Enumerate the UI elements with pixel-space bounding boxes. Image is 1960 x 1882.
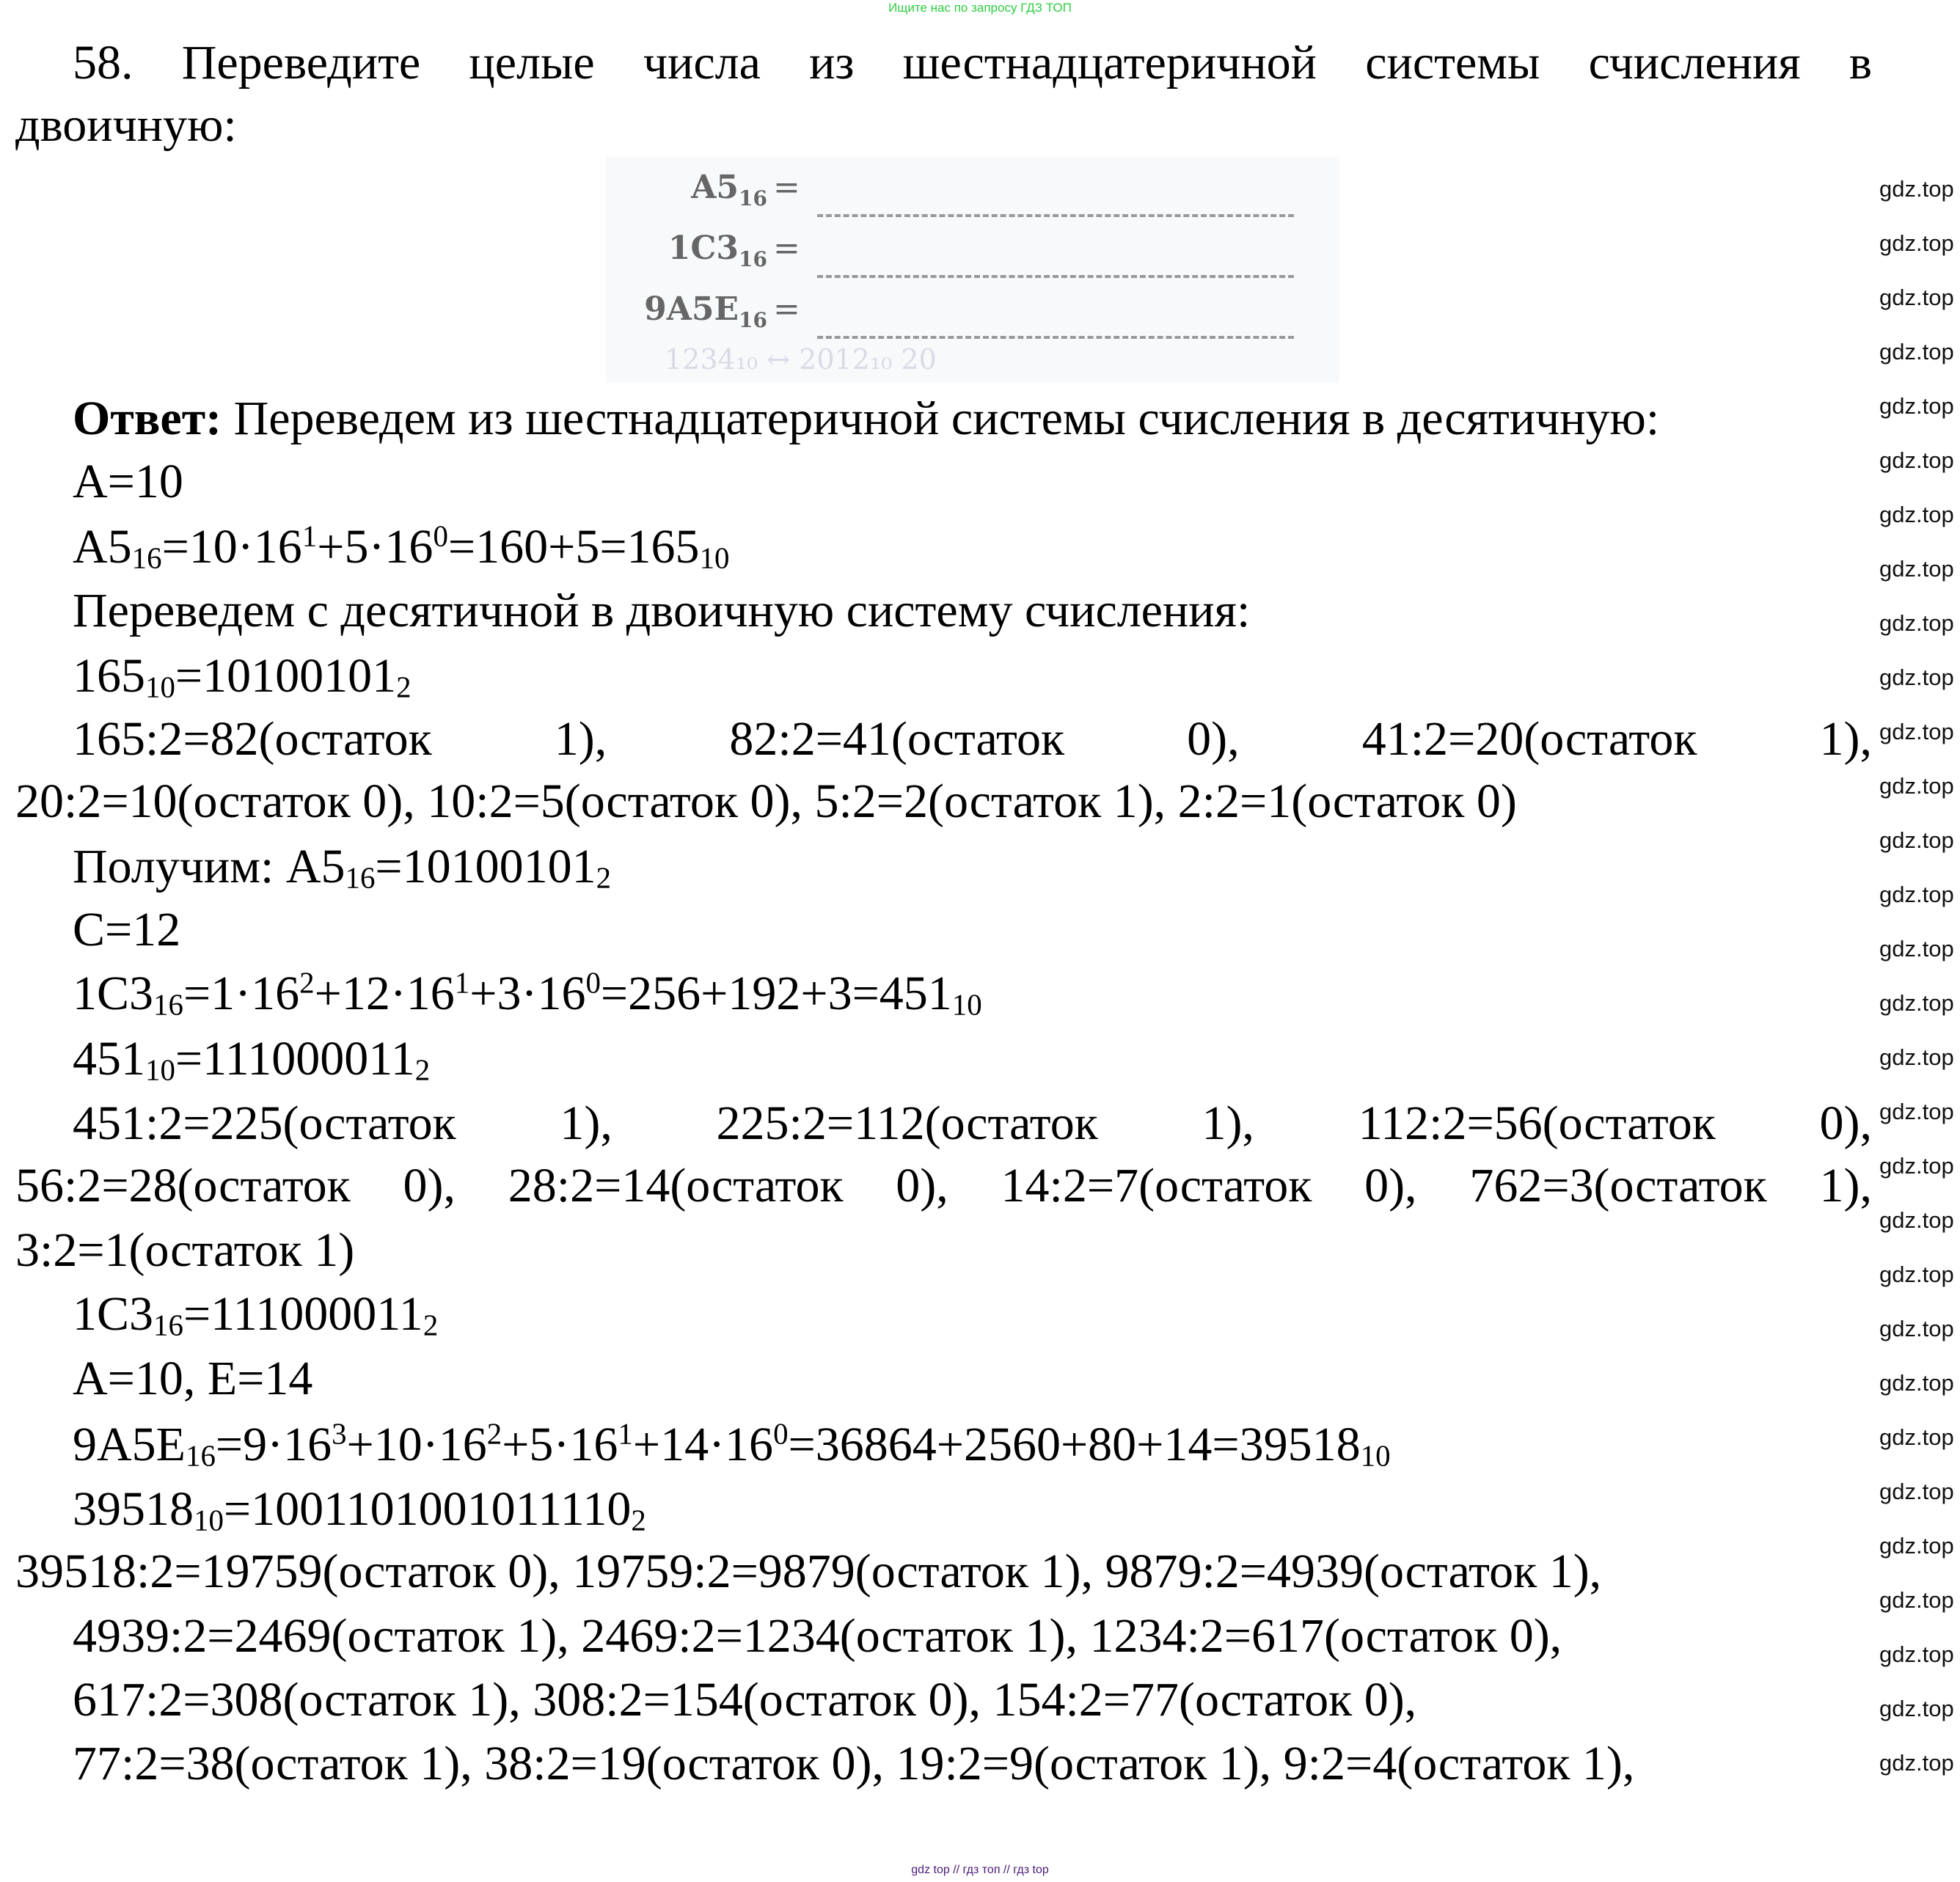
answer-line xyxy=(15,1221,354,1280)
superscript: 1 xyxy=(454,966,470,1000)
watermark: gdz.top xyxy=(1879,1316,1954,1341)
line-text: 9A5E xyxy=(73,1418,186,1471)
answer-line xyxy=(73,1671,1416,1729)
superscript: 0 xyxy=(585,966,601,1000)
answer-label: Ответ: xyxy=(73,392,222,445)
subscript: 2 xyxy=(631,1504,646,1537)
answer-line xyxy=(73,518,729,576)
answer-line xyxy=(73,1735,1634,1793)
line-text: A=10 xyxy=(73,455,183,508)
watermark: gdz.top xyxy=(1879,1479,1954,1504)
equals-sign: = xyxy=(773,230,800,267)
superscript: 2 xyxy=(299,966,315,1000)
watermark: gdz.top xyxy=(1879,1262,1954,1287)
subscript: 16 xyxy=(153,988,183,1022)
subscript: 10 xyxy=(1360,1439,1391,1473)
line-text: 20:2=10(остаток 0), 10:2=5(остаток 0), 5:2=2(остаток 1), 2:2=1(остаток 0) xyxy=(15,775,1517,828)
watermark: gdz.top xyxy=(1879,230,1954,256)
line-text: Получим: A5 xyxy=(73,840,345,893)
answer-line xyxy=(15,772,1517,831)
line-text: +12·16 xyxy=(314,967,455,1020)
line-text: 1C3 xyxy=(73,967,154,1020)
subscript: 10 xyxy=(145,670,175,704)
base-subscript: 16 xyxy=(739,307,767,332)
subscript: 10 xyxy=(951,988,982,1022)
watermark: gdz.top xyxy=(1879,1153,1954,1179)
subscript: 2 xyxy=(396,670,412,704)
base-subscript: 16 xyxy=(739,186,767,210)
line-text: +3·16 xyxy=(469,967,586,1020)
line-text: 1C3 xyxy=(73,1287,154,1341)
subscript: 10 xyxy=(194,1504,224,1537)
subscript: 16 xyxy=(131,541,162,575)
watermark: gdz.top xyxy=(1879,610,1954,636)
watermark: gdz.top xyxy=(1879,1696,1954,1721)
subscript: 2 xyxy=(596,861,612,895)
hex-number: 9A5E xyxy=(644,290,739,328)
superscript: 1 xyxy=(618,1417,633,1451)
line-text: 165:2=82(остаток 1), 82:2=41(остаток 0), 41:2=20(остаток 1), xyxy=(73,712,1872,766)
task-image-footer: 1234₁₀ ↔ 2012₁₀ 20 xyxy=(665,343,937,376)
hex-number: 1C3 xyxy=(668,230,739,267)
line-text: =256+192+3=451 xyxy=(600,967,952,1020)
watermark: gdz.top xyxy=(1879,1207,1954,1233)
hex-number: A5 xyxy=(691,169,739,206)
line-text: 39518 xyxy=(73,1482,194,1536)
line-text: 77:2=38(остаток 1), 38:2=19(остаток 0), 19:2=9(остаток 1), 9:2=4(остаток 1), xyxy=(73,1737,1635,1790)
superscript: 0 xyxy=(433,519,448,553)
subscript: 16 xyxy=(185,1439,216,1473)
watermark: gdz.top xyxy=(1879,1587,1954,1613)
subscript: 10 xyxy=(145,1053,175,1087)
task-row-label xyxy=(668,227,767,282)
answer-line xyxy=(73,647,412,706)
line-text: =160+5=165 xyxy=(447,520,700,574)
line-text: 39518:2=19759(остаток 0), 19759:2=9879(остаток 1), 9879:2=4939(остаток 1), xyxy=(15,1545,1602,1598)
watermark: gdz.top xyxy=(1879,664,1954,690)
task-row-label xyxy=(691,166,767,221)
line-text: =10100101 xyxy=(375,840,596,893)
watermark: gdz.top xyxy=(1879,1750,1954,1776)
watermark: gdz.top xyxy=(1879,393,1954,419)
answer-line xyxy=(73,1030,430,1088)
answer-blank-line xyxy=(817,336,1294,339)
subscript: 10 xyxy=(699,541,730,575)
task-row xyxy=(606,288,1339,346)
watermark: gdz.top xyxy=(1879,1641,1954,1667)
line-text: =111000011 xyxy=(175,1032,415,1085)
superscript: 3 xyxy=(332,1417,347,1451)
watermark: gdz.top xyxy=(1879,1533,1954,1559)
line-text: 4939:2=2469(остаток 1), 2469:2=1234(остаток 1), 1234:2=617(остаток 0), xyxy=(73,1609,1562,1663)
line-text: A=10, E=14 xyxy=(73,1352,313,1405)
answer-blank-line xyxy=(817,214,1294,217)
subscript: 2 xyxy=(414,1053,431,1087)
task-image xyxy=(606,157,1339,383)
superscript: 0 xyxy=(773,1417,789,1451)
watermark: gdz.top xyxy=(1879,502,1954,527)
line-text: 3:2=1(остаток 1) xyxy=(15,1223,355,1277)
answer-line xyxy=(73,1416,1391,1474)
line-text: +14·16 xyxy=(632,1418,774,1471)
task-title: 58. Переведите целые числа из шестнадцатеричной системы счисления в xyxy=(73,36,1872,89)
equals-sign: = xyxy=(773,169,800,206)
answer-line xyxy=(73,389,1659,448)
answer-line xyxy=(15,1542,1601,1601)
line-text: =10100101 xyxy=(175,649,397,703)
watermark: gdz.top xyxy=(1879,827,1954,853)
answer-line xyxy=(73,964,982,1023)
task-row-label xyxy=(644,288,767,343)
line-text: +5·16 xyxy=(317,520,434,574)
answer-line xyxy=(73,901,180,959)
subscript: 16 xyxy=(345,861,376,895)
answer-line xyxy=(73,1607,1562,1666)
superscript: 2 xyxy=(486,1417,502,1451)
watermark: gdz.top xyxy=(1879,1044,1954,1070)
line-text: 165 xyxy=(73,649,145,703)
bottom-banner: gdz top // гдз топ // гдз top xyxy=(911,1864,1049,1876)
watermark: gdz.top xyxy=(1879,447,1954,473)
watermark: gdz.top xyxy=(1879,990,1954,1016)
base-subscript: 16 xyxy=(739,246,767,271)
task-row xyxy=(606,227,1339,285)
answer-line xyxy=(73,1480,646,1539)
line-text: 451:2=225(остаток 1), 225:2=112(остаток 1), 112:2=56(остаток 0), xyxy=(73,1096,1872,1150)
answer-line xyxy=(73,1285,438,1344)
watermark: gdz.top xyxy=(1879,556,1954,582)
line-text: =111000011 xyxy=(183,1287,423,1341)
line-text: =1001101001011110 xyxy=(223,1482,632,1536)
watermark: gdz.top xyxy=(1879,719,1954,744)
line-text: +5·16 xyxy=(502,1418,618,1471)
answer-line xyxy=(73,838,611,896)
equals-sign: = xyxy=(773,290,800,328)
line-text: +10·16 xyxy=(346,1418,487,1471)
line-text: =9·16 xyxy=(215,1418,332,1471)
superscript: 1 xyxy=(301,519,318,553)
line-text: 617:2=308(остаток 1), 308:2=154(остаток 0), 154:2=77(остаток 0), xyxy=(73,1673,1417,1727)
answer-line xyxy=(73,453,183,511)
answer-line xyxy=(73,1350,312,1408)
line-text: 56:2=28(остаток 0), 28:2=14(остаток 0), 14:2=7(остаток 0), 762=3(остаток 1), xyxy=(15,1159,1872,1212)
answer-line xyxy=(73,1094,1872,1153)
subscript: 16 xyxy=(153,1308,183,1342)
watermark: gdz.top xyxy=(1879,936,1954,962)
watermark: gdz.top xyxy=(1879,1424,1954,1450)
watermark: gdz.top xyxy=(1879,1099,1954,1124)
watermark: gdz.top xyxy=(1879,339,1954,365)
answer-blank-line xyxy=(817,275,1294,278)
answer-line xyxy=(73,582,1250,640)
line-text: Переведем из шестнадцатеричной системы счисления в десятичную: xyxy=(222,392,1660,445)
watermark: gdz.top xyxy=(1879,1370,1954,1396)
line-text: =36864+2560+80+14=39518 xyxy=(788,1418,1361,1471)
watermark: gdz.top xyxy=(1879,882,1954,907)
watermark: gdz.top xyxy=(1879,773,1954,799)
line-text: =1·16 xyxy=(183,967,300,1020)
line-text: 451 xyxy=(73,1032,145,1085)
watermark: gdz.top xyxy=(1879,176,1954,202)
line-text: =10·16 xyxy=(161,520,302,574)
subscript: 2 xyxy=(423,1308,439,1342)
task-title-continued: двоичную: xyxy=(15,98,237,152)
answer-line xyxy=(15,1157,1872,1215)
watermark: gdz.top xyxy=(1879,285,1954,310)
answer-line xyxy=(73,710,1872,769)
line-text: A5 xyxy=(73,520,132,574)
task-row xyxy=(606,166,1339,224)
top-banner: Ищите нас по запросу ГДЗ ТОП xyxy=(888,1,1072,15)
line-text: C=12 xyxy=(73,903,181,956)
line-text: Переведем с десятичной в двоичную систему счисления: xyxy=(73,584,1251,637)
